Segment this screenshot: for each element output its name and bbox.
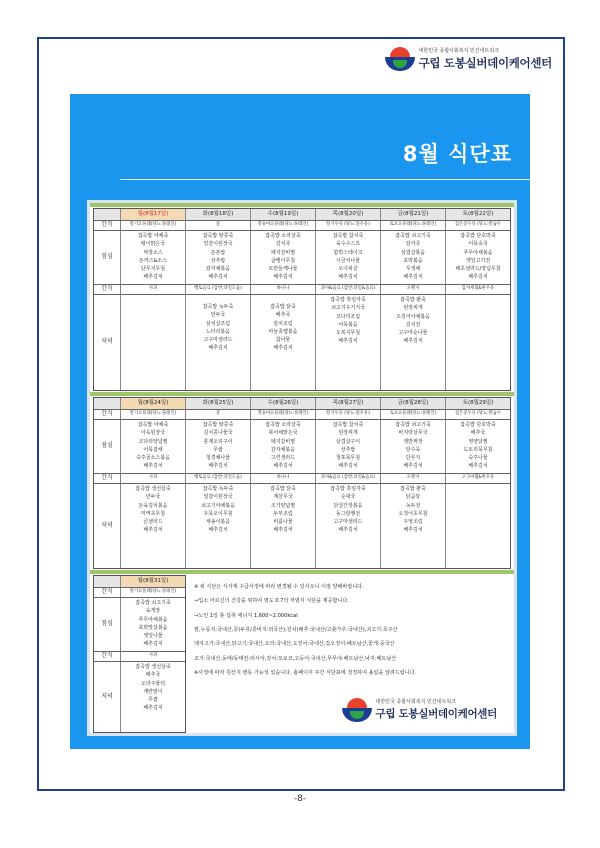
menu-item: 고구마순나물 (398, 330, 428, 337)
header-logo (385, 46, 552, 72)
menu-item: 쇠고기야채볶음 (201, 502, 235, 509)
snack-label: 간식 (101, 221, 113, 229)
notice-line: ※사정에 따라 원산지 변동 가능성 있습니다. 홈페이지 주간 식단표에 청정하여 올림을 알려드립니다. (194, 670, 417, 676)
menu-item: 어묵속국 (468, 241, 488, 248)
menu-item: 잡곡밥 땅콩죽 (202, 422, 234, 428)
footer-logo (342, 697, 497, 723)
menu-item: 함박스테이크 (333, 249, 363, 256)
week1-pm-snack-row (94, 285, 510, 295)
snack-cell: 행토음료 (감반:과일도음) (185, 474, 250, 483)
menu-item: 바지락살무국 (398, 430, 428, 437)
week2-am-snack-row (94, 410, 510, 420)
menu-item: 배추김치 (208, 463, 228, 470)
meal-cell (445, 231, 510, 284)
menu-item: 삼겹살구이 (335, 438, 361, 445)
menu-item: 육개장 (145, 608, 161, 615)
snack-label: 간식 (101, 474, 113, 482)
day-header: 화(8월18일) (185, 209, 250, 220)
menu-item: 단무지 (405, 455, 421, 462)
meal-cell (445, 420, 510, 473)
org-subtitle: 대한민국 종합사회복지 민간네트워크 (418, 47, 500, 54)
menu-item: 돈본쌈 (210, 249, 226, 256)
menu-item: 감자채볶음 (270, 446, 296, 453)
menu-item: 배추김치 (403, 527, 423, 534)
snack-cell: 고구마웹&한우유 (445, 474, 510, 483)
menu-item: 잡곡밥 닭죽 (270, 486, 296, 492)
menu-item: 만두국 (145, 494, 161, 501)
menu-item: 오리주물럭 (140, 680, 166, 687)
notice-line: →입소 어르신의 건강을 위하여 염도 0.7의 저염식 식단을 제공합니다. (194, 598, 349, 604)
snack-cell: 복숭아요플레(당뇨:플레인) (250, 410, 315, 419)
meal-cell (185, 231, 250, 284)
meal-cell (315, 420, 380, 473)
meal-cell (185, 484, 250, 568)
menu-item: 무쌈 (213, 446, 223, 453)
menu-item: 배추김치 (338, 527, 358, 534)
dinner-label: 저녁 (101, 338, 113, 346)
menu-item: 어묵잡채 (143, 446, 163, 453)
menu-item: 콘샐러드 (143, 519, 163, 526)
notice-line: 돼지고기:국내산,닭고기:국내산,오리:국내산,오징어:국내산,갑오징어:페트남산,꽃게:중국산 (194, 641, 395, 647)
snack-cell: 감자케첩&한우유 (445, 285, 510, 294)
menu-item: 잡곡밥 녹두죽 (202, 486, 234, 492)
meal-cell (315, 231, 380, 284)
menu-item: 잡곡밥 야채죽 (137, 233, 169, 239)
menu-item: 굴뱅이무침 (270, 257, 296, 264)
menu-item: 잡곡밥 쇠고기죽 (395, 422, 431, 428)
menu-item: 배추김치 (143, 641, 163, 648)
menu-item: 고구마샐러드 (333, 519, 363, 526)
menu-item: 녹두전 (405, 502, 421, 509)
menu-item: 닭살간장볶음 (333, 502, 363, 509)
week2-lunch-row (94, 420, 510, 474)
menu-item: 돈육김치볶음 (138, 502, 168, 509)
menu-item: 코다리양념찜 (138, 438, 168, 445)
notice-line: ※ 위 식단은 식자재 수급사정에 따라 변경될 수 있사오니 이점 양해바랍니다. (194, 584, 364, 590)
snack-label: 간식 (101, 410, 113, 418)
menu-item: 배추국 (470, 430, 486, 437)
week3-dinner-row (94, 662, 185, 732)
menu-item: 순대국 (340, 494, 356, 501)
menu-item: 쟁반짜장 (403, 438, 423, 445)
menu-item: 잡곡밥 야채죽 (137, 422, 169, 428)
menu-item: 배추김치 (273, 274, 293, 281)
lunch-label: 점심 (101, 442, 113, 450)
day-header: 목(8월20일) (315, 209, 380, 220)
menu-item: 잡곡밥 땅콩죽 (202, 233, 234, 239)
menu-item: 청포묵무침 (335, 455, 361, 462)
menu-item: 북어채맑은국 (268, 430, 298, 437)
menu-item: 얼갈이된장국 (203, 494, 233, 501)
menu-item: 우엉조림 (403, 519, 423, 526)
lunch-label: 점심 (101, 620, 113, 628)
menu-item: 배추김치 (273, 463, 293, 470)
menu-item: 닭곰탕 (405, 494, 421, 501)
meal-cell (445, 484, 510, 568)
menu-item: 비름나물 (273, 519, 293, 526)
meal-cell (380, 420, 445, 473)
menu-item: 배추김치 (338, 463, 358, 470)
menu-item: 동그랑땡전 (335, 510, 361, 517)
menu-item: 오이피클 (338, 266, 358, 273)
meal-cell (250, 484, 315, 568)
menu-item: 삼치살조림 (205, 320, 231, 327)
menu-item: 참나물 (275, 337, 291, 344)
menu-item: 잡곡밥 참치죽 (332, 233, 364, 239)
menu-item: 우묵오이무침 (203, 510, 233, 517)
day-header: 수(8월19일) (250, 209, 315, 220)
menu-item: 배추김치 (338, 274, 358, 281)
menu-item: 코다리조림 (335, 313, 361, 320)
snack-label: 간식 (101, 652, 113, 660)
menu-item: 감치조림 (273, 320, 293, 327)
snack-cell: 귤 (185, 410, 250, 419)
meal-cell (120, 295, 185, 390)
menu-item: 마늘종햄볶음 (268, 328, 298, 335)
day-header: 금(8월28일) (380, 398, 445, 409)
snack-cell: 과자&음료 (감반:과일&음료) (315, 285, 380, 294)
snack-cell: 오렌지 (380, 474, 445, 483)
snack-cell: 딸기우유 (당뇨:흰우유) (315, 410, 380, 419)
menu-item: 청경채나물 (205, 455, 231, 462)
meal-cell (120, 231, 185, 284)
day-header: 월(8월24일) (120, 398, 185, 409)
menu-item: 김치국 (275, 241, 291, 248)
meal-cell (185, 295, 250, 390)
notice-line: 쌀,누룽지:국내산,콩(두류/콩비지:외국산),김치(배추:국내산/고춧가루:국내산),쇠고기:호주산 (194, 627, 398, 633)
menu-item: 영양닭찜 (468, 438, 488, 445)
snack-cell: 토프요플레(당뇨:플레인) (380, 221, 445, 230)
week3-am-snack-row (94, 588, 185, 598)
menu-item: 얼갈이된장국 (203, 241, 233, 248)
menu-item: 탕수육 (405, 446, 421, 453)
week3-lunch-row (94, 598, 185, 652)
day-header: 토(8월22일) (445, 209, 510, 220)
meal-cell (380, 484, 445, 568)
snack-label: 간식 (101, 588, 113, 596)
day-header: 수(8월26일) (250, 398, 315, 409)
menu-item: 오징어초무침 (398, 510, 428, 517)
menu-item: 잡곡밥 단호박죽 (460, 422, 496, 428)
menu-item: 배추김치 (143, 463, 163, 470)
meal-cell (315, 484, 380, 568)
snack-cell: 토프요플레(당뇨:플레인) (380, 410, 445, 419)
menu-item: 배추김치 (338, 338, 358, 345)
menu-item: 된장찌개 (403, 305, 423, 312)
org-subtitle: 대한민국 종합사회복지 민간네트워크 (375, 699, 456, 705)
menu-item: 잡곡밥 쇠고기죽 (395, 233, 431, 239)
title-bar (120, 132, 530, 180)
menu-item: 삼겹살볶음 (400, 249, 426, 256)
page-title: 8월 식단표 (402, 142, 512, 166)
page-number: -8- (293, 794, 307, 804)
menu-item: 잡곡밥 흑임자죽 (330, 486, 366, 492)
menu-item: 느타리볶음 (205, 328, 231, 335)
day-header: 금(8월21일) (380, 209, 445, 220)
menu-item: 계살무국 (273, 494, 293, 501)
menu-item: 미역초무침 (140, 510, 166, 517)
menu-item: 쇠고기우거지국 (331, 305, 365, 312)
menu-item: 어묵볶음 (338, 321, 358, 328)
menu-item: 배추김치 (143, 705, 163, 712)
menu-item: 고린생러드 (270, 455, 296, 462)
menu-item: 푸무야채볶음 (138, 616, 168, 623)
menu-item: 잡곡밥 팥죽 (400, 297, 426, 303)
menu-item: 돼지갈비찜 (270, 249, 296, 256)
menu-item: 배추김치 (468, 463, 488, 470)
week2-pm-snack-row (94, 474, 510, 484)
menu-item: 무쌈 (148, 697, 158, 704)
week3-table (93, 575, 186, 733)
menu-item: 잡곡밥 참치죽 (332, 422, 364, 428)
snack-cell: 딸기요플레(당뇨:플레인) (120, 588, 185, 597)
snack-cell: 딸기요플레(당뇨:플레인) (120, 410, 185, 419)
menu-item: 팽이맑은국 (140, 241, 166, 248)
menu-item: 배추김치 (403, 463, 423, 470)
meal-cell (445, 295, 510, 390)
menu-item: 깻잎나물 (143, 633, 163, 640)
dinner-label: 저녁 (101, 692, 113, 700)
menu-item: 고구마샐러드 (203, 337, 233, 344)
day-header: 토(8월29일) (445, 398, 510, 409)
menu-item: 깻잎고기전 (465, 257, 491, 264)
week1-table (93, 208, 511, 391)
snack-cell: 사과 (120, 474, 185, 483)
lunch-label: 점심 (101, 253, 113, 261)
menu-item: 짜장소스 (143, 249, 163, 256)
menu-table (87, 200, 517, 736)
menu-item: 조기양념찜 (270, 502, 296, 509)
meal-cell (315, 295, 380, 390)
menu-item: 오복지무침 (335, 330, 361, 337)
menu-item: 배추김치 (403, 338, 423, 345)
snack-cell: 검은콩두유 (당뇨:칼슘두 (445, 221, 510, 230)
menu-item: 잡곡밥 쇠고기죽 (135, 600, 171, 606)
menu-item: 배추김치 (468, 274, 488, 281)
menu-item: 해초샐러드/양념무침 (455, 266, 501, 273)
top-strip (90, 203, 514, 207)
menu-item: 배추김치 (208, 345, 228, 352)
snack-label: 간식 (101, 285, 113, 293)
menu-item: 호박볶음 (403, 257, 423, 264)
day-header: 월(8월17일) (120, 209, 185, 220)
meal-cell (250, 231, 315, 284)
day-header: 월(8월31일) (120, 576, 185, 587)
menu-item: 배추김치 (208, 527, 228, 534)
menu-item: 배추김치 (403, 274, 423, 281)
snack-cell: 사과 (120, 285, 185, 294)
menu-item: 잡곡밥 닭죽 (270, 304, 296, 310)
week1-am-snack-row (94, 221, 510, 231)
menu-item: 만두국 (210, 312, 226, 319)
snack-cell: 오렌지 (380, 285, 445, 294)
menu-item: 배추국 (145, 672, 161, 679)
week2-day-row (94, 398, 510, 410)
org-name: 구립 도봉실버데이케어센터 (375, 708, 497, 720)
meal-cell (120, 598, 185, 651)
menu-item: 상추쌈 (210, 257, 226, 264)
snack-cell: 사과 (120, 652, 185, 661)
divider-strip (90, 392, 514, 396)
menu-item: 잡곡밥 생선살죽 (135, 486, 171, 492)
center-emblem-icon (342, 697, 372, 723)
week1-day-row (94, 209, 510, 221)
snack-cell: 바나나 (250, 474, 315, 483)
menu-item: 배추김치 (273, 345, 293, 352)
menu-item: 김치콩나물국 (203, 430, 233, 437)
menu-item: 돼지갈비찜 (270, 438, 296, 445)
menu-item: 배추김치 (273, 527, 293, 534)
center-emblem-icon (385, 46, 415, 72)
menu-item: 돈까스&소스 (138, 257, 168, 264)
divider-strip (90, 570, 514, 574)
menu-item: 잡곡밥 단호박죽 (460, 233, 496, 239)
day-header: 화(8월25일) (185, 398, 250, 409)
day-header: 목(8월27일) (315, 398, 380, 409)
week2-dinner-row (94, 484, 510, 568)
menu-item: 육수수스프 (335, 241, 361, 248)
menu-item: 배추김치 (143, 527, 163, 534)
snack-cell: 복숭아요플레(당뇨:플레인) (250, 221, 315, 230)
week1-lunch-row (94, 231, 510, 285)
menu-item: 배추김치 (143, 274, 163, 281)
menu-item: 된장찌개 (338, 430, 358, 437)
menu-item: 숙주나물 (468, 455, 488, 462)
snack-cell: 바나나 (250, 285, 315, 294)
menu-item: 배추국 (275, 312, 291, 319)
notice-line: 조기:국내산,동태/동태전:러시아,갈치:모로코,고등어:국내산,푸무야:베트남산,낙지:베트남산 (194, 656, 397, 662)
menu-item: 잡곡밥 흑임자죽 (330, 297, 366, 303)
org-name: 구립 도봉실버데이케어센터 (418, 55, 552, 70)
menu-item: 잡곡밥 소라살죽 (265, 422, 301, 428)
menu-item: 단무지무침 (140, 266, 166, 273)
meal-cell (120, 662, 185, 732)
meal-cell (380, 231, 445, 284)
menu-item: 푸무야채볶음 (463, 249, 493, 256)
menu-item: 시금치나물 (335, 257, 361, 264)
menu-item: 잡곡밥 생선살죽 (135, 664, 171, 670)
dinner-label: 저녁 (101, 521, 113, 529)
menu-item: 잡곡밥 녹두죽 (202, 304, 234, 310)
snack-cell: 행토음료 (감반:과일도음) (185, 285, 250, 294)
meal-cell (185, 420, 250, 473)
menu-item: 훈제오리구이 (203, 438, 233, 445)
menu-item: 아욱된장국 (140, 430, 166, 437)
week3-day-row (94, 576, 185, 588)
menu-item: 새송이볶음 (205, 519, 231, 526)
menu-item: 무생채 (405, 266, 421, 273)
week2-table (93, 397, 511, 569)
menu-item: 잡곡밥 팥죽 (400, 486, 426, 492)
menu-item: 두부조림 (273, 510, 293, 517)
menu-item: 배추김치 (208, 274, 228, 281)
snack-cell: 과자&음료 (감반:과일&음료) (315, 474, 380, 483)
week1-dinner-row (94, 295, 510, 390)
meal-cell (250, 420, 315, 473)
snack-cell: 딸기요플레(당뇨:플레인) (120, 221, 185, 230)
menu-item: 김치전 (405, 321, 421, 328)
menu-item: 숙주골소스볶음 (136, 455, 170, 462)
meal-cell (120, 420, 185, 473)
snack-cell: 귤 (185, 221, 250, 230)
menu-item: 감자채볶음 (205, 266, 231, 273)
menu-item: 토란들깨나물 (268, 266, 298, 273)
menu-item: 잡곡밥 소라살죽 (265, 233, 301, 239)
meal-cell (120, 484, 185, 568)
week3-pm-snack-row (94, 652, 185, 662)
menu-item: 호박맛살볶음 (138, 624, 168, 631)
menu-item: 상추쌈 (340, 446, 356, 453)
menu-item: 오징어야채볶음 (396, 313, 430, 320)
menu-item: 도토리묵무침 (463, 446, 493, 453)
snack-cell: 딸기우유 (당뇨:흰우유) (315, 221, 380, 230)
snack-cell: 검은콩두유 (당뇨:칼슘두 (445, 410, 510, 419)
menu-item: 계란말이 (143, 688, 163, 695)
menu-item: 감자국 (405, 241, 421, 248)
meal-cell (250, 295, 315, 390)
notice-line: →노인 1일 총 섭취 에너지 1,600~2,000kcal (194, 613, 298, 619)
meal-cell (380, 295, 445, 390)
